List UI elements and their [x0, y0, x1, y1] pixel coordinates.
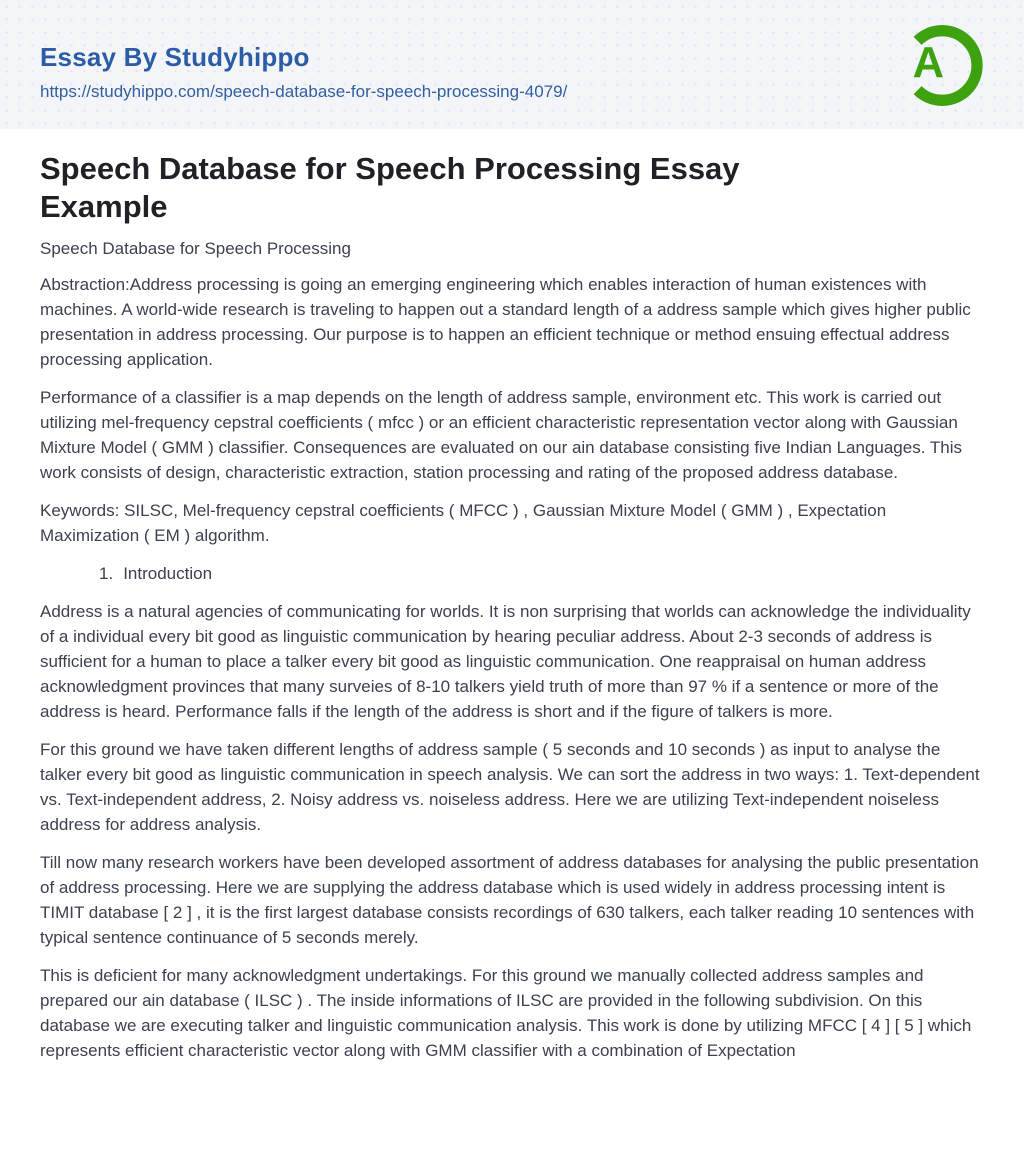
article-subtitle: Speech Database for Speech Processing: [40, 239, 351, 258]
site-title: Essay By Studyhippo: [40, 42, 310, 72]
paragraph-abstraction: Abstraction:Address processing is going an emerging engineering which enables interaction of human existences with machines. A world-wide research is traveling to happen out a standard length of a address sample which gives higher public presentation in address processing. Our purpose is to happen an efficient technique or method ensuing effectual address processing application.: [40, 275, 971, 369]
studyhippo-logo[interactable]: [897, 22, 984, 109]
paragraph-keywords: Keywords: SILSC, Mel-frequency cepstral coefficients ( MFCC ) , Gaussian Mixture Model ( GMM ) , Expectation Maximization ( EM ) algorithm.: [40, 501, 887, 545]
arc-logo-icon: [897, 22, 984, 109]
list-item-label: Introduction: [123, 564, 213, 583]
page-header: [0, 0, 1024, 129]
list-item-number: 1.: [99, 564, 114, 583]
list-item-introduction: [99, 561, 984, 586]
paragraph-introduction-1: Address is a natural agencies of communicating for worlds. It is non surprising that worlds can acknowledge the individuality of a individual every bit good as linguistic communication by hearing peculiar address. About 2-3 seconds of address is sufficient for a human to place a talker every bit good as linguistic communication. One reappraisal on human address acknowledgment provinces that many surveies of 8-10 talkers yield truth of more than 97 % if a sentence or more of the address is heard. Performance falls if the length of the address is short and if the figure of talkers is more.: [40, 602, 971, 721]
logo-letter: A: [912, 38, 945, 87]
paragraph-introduction-4: This is deficient for many acknowledgment undertakings. For this ground we manually collected address samples and prepared our ain database ( ILSC ) . The inside informations of ILSC are provided in the following subdivision. On this database we are executing talker and linguistic communication analysis. This work is done by utilizing MFCC [ 4 ] [ 5 ] which represents efficient characteristic vector along with GMM classifier with a combination of Expectation: [40, 966, 972, 1060]
page-url-link[interactable]: https://studyhippo.com/speech-database-for-speech-processing-4079/: [40, 82, 568, 101]
paragraph-introduction-3: Till now many research workers have been developed assortment of address databases for analysing the public presentation of address processing. Here we are supplying the address database which is used widely in address processing intent is TIMIT database [ 2 ] , it is the first largest database consists recordings of 630 talkers, each talker reading 10 sentences with typical sentence continuance of 5 seconds merely.: [40, 853, 979, 947]
article-content: [0, 129, 1024, 1063]
paragraph-performance: Performance of a classifier is a map depends on the length of address sample, environment etc. This work is carried out utilizing mel-frequency cepstral coefficients ( mfcc ) or an efficient characteristic representation vector along with Gaussian Mixture Model ( GMM ) classifier. Consequences are evaluated on our ain database consisting five Indian Languages. This work consists of design, characteristic extraction, station processing and rating of the proposed address database.: [40, 388, 962, 482]
article-title: Speech Database for Speech Processing Essay Example: [40, 151, 740, 224]
paragraph-introduction-2: For this ground we have taken different lengths of address sample ( 5 seconds and 10 seconds ) as input to analyse the talker every bit good as linguistic communication in speech analysis. We can sort the address in two ways: 1. Text-dependent vs. Text-independent address, 2. Noisy address vs. noiseless address. Here we are utilizing Text-independent noiseless address for address analysis.: [40, 740, 980, 834]
